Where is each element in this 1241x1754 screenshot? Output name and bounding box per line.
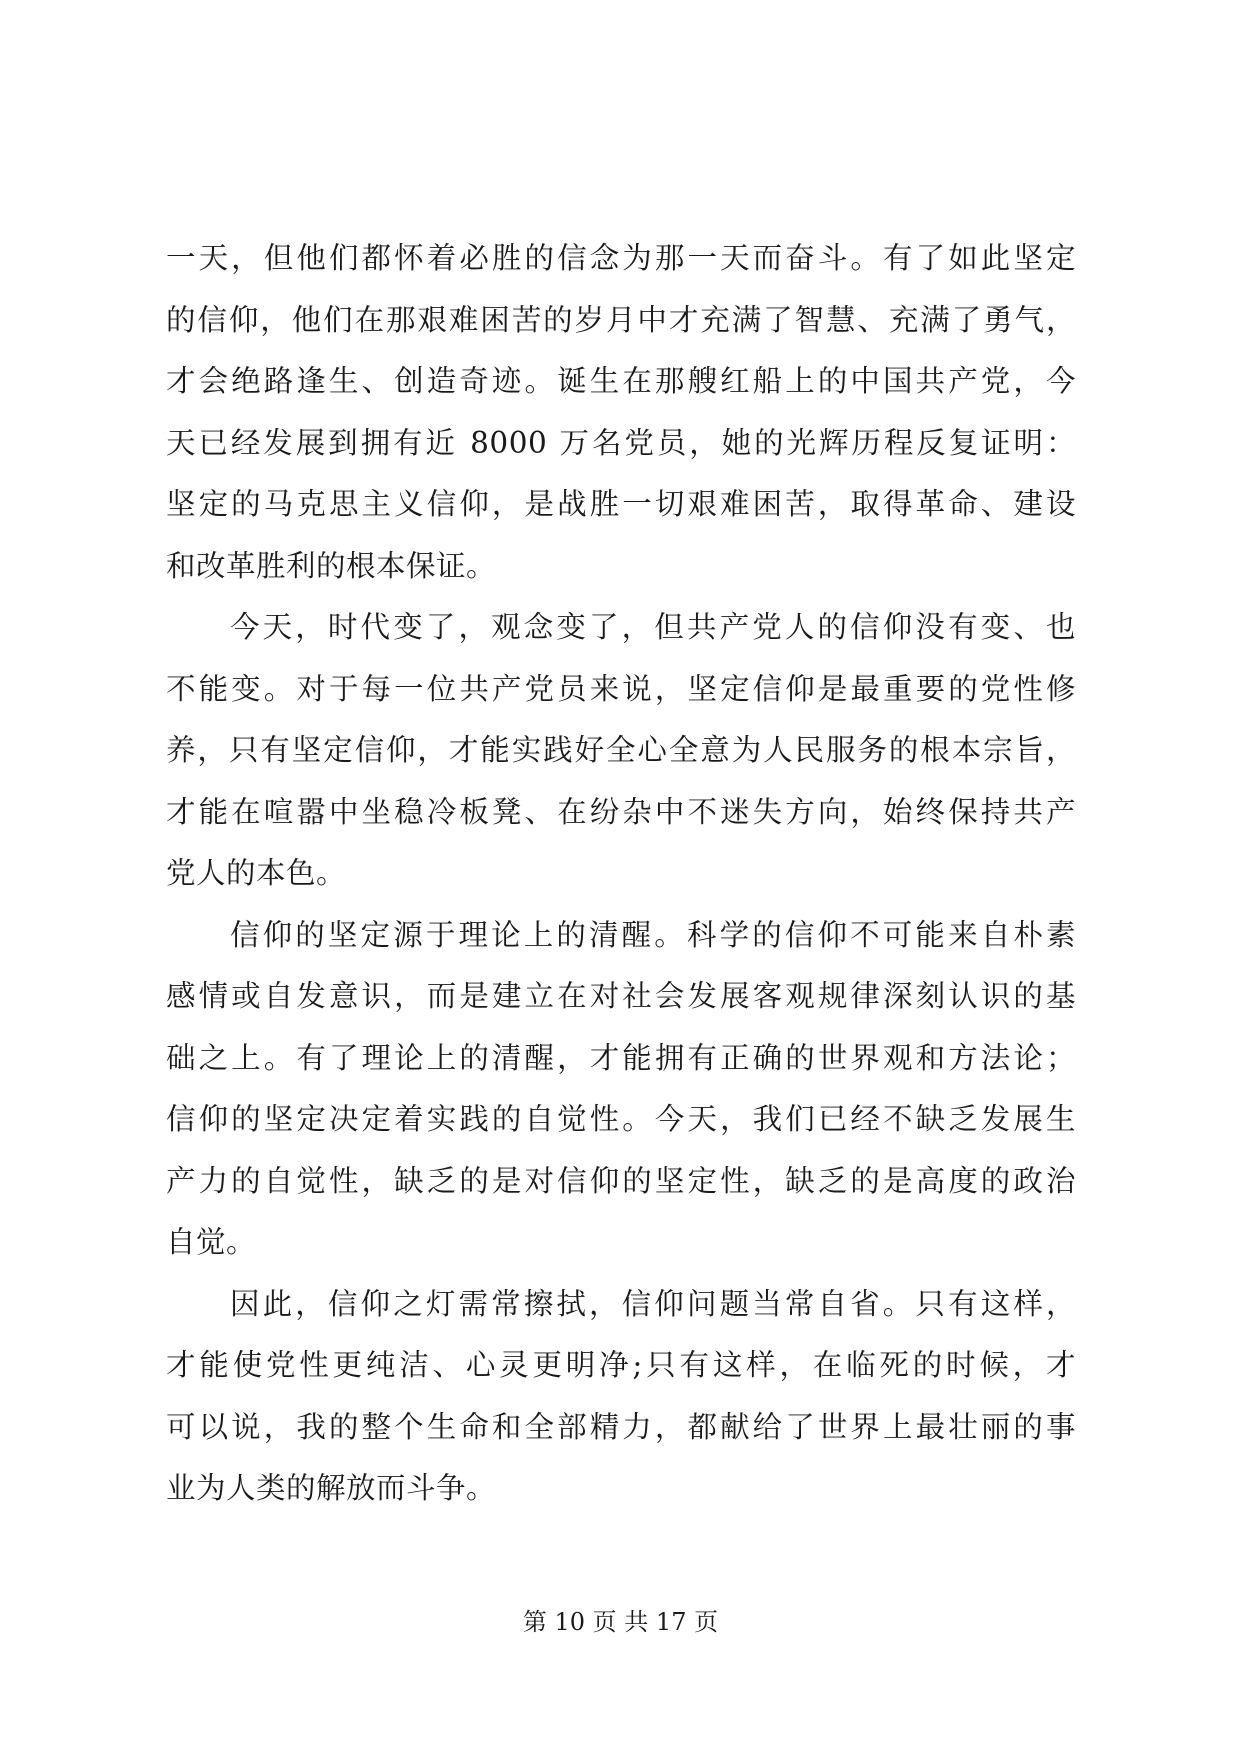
text-line: 今天，时代变了，观念变了，但共产党人的信仰没有变、也 [230, 610, 1076, 644]
paragraph [166, 905, 1076, 1274]
text-line: 和改革胜利的根本保证。 [166, 548, 497, 583]
text-line: 才会绝路逢生、创造奇迹。诞生在那艘红船上的中国共产党，今 [166, 364, 1076, 398]
page-number-footer: 第 10 页 共 17 页 [522, 1608, 719, 1636]
text-line: 信仰的坚定决定着实践的自觉性。今天，我们已经不缺乏发展生 [166, 1102, 1076, 1136]
text-line: 坚定的马克思主义信仰，是战胜一切艰难困苦，取得革命、建设 [166, 487, 1076, 521]
paragraph [166, 597, 1076, 905]
text-line: 感情或自发意识，而是建立在对社会发展客观规律深刻认识的基 [166, 979, 1076, 1013]
text-line: 因此，信仰之灯需常擦拭，信仰问题当常自省。只有这样， [230, 1286, 1076, 1321]
text-line: 天已经发展到拥有近 8000 万名党员，她的光辉历程反复证明： [166, 425, 1076, 460]
text-line: 党人的本色。 [166, 856, 347, 890]
text-line: 础之上。有了理论上的清醒，才能拥有正确的世界观和方法论； [166, 1040, 1076, 1075]
paragraph [166, 1274, 1076, 1520]
text-line: 业为人类的解放而斗争。 [166, 1471, 497, 1505]
text-line: 产力的自觉性，缺乏的是对信仰的坚定性，缺乏的是高度的政治 [166, 1163, 1076, 1198]
text-line: 不能变。对于每一位共产党员来说，坚定信仰是最重要的党性修 [166, 671, 1076, 706]
paragraph [166, 228, 1076, 597]
text-line: 可以说，我的整个生命和全部精力，都献给了世界上最壮丽的事 [166, 1409, 1076, 1444]
text-line: 的信仰，他们在那艰难困苦的岁月中才充满了智慧、充满了勇气， [166, 302, 1076, 337]
text-line: 才能在喧嚣中坐稳冷板凳、在纷杂中不迷失方向，始终保持共产 [166, 794, 1076, 829]
text-line: 才能使党性更纯洁、心灵更明净;只有这样，在临死的时候，才 [166, 1348, 1076, 1382]
text-line: 信仰的坚定源于理论上的清醒。科学的信仰不可能来自朴素 [230, 917, 1076, 952]
text-line: 养，只有坚定信仰，才能实践好全心全意为人民服务的根本宗旨， [166, 733, 1076, 767]
text-line: 一天，但他们都怀着必胜的信念为那一天而奋斗。有了如此坚定 [166, 241, 1076, 275]
text-line: 自觉。 [166, 1225, 257, 1259]
document-body [166, 228, 1076, 1520]
